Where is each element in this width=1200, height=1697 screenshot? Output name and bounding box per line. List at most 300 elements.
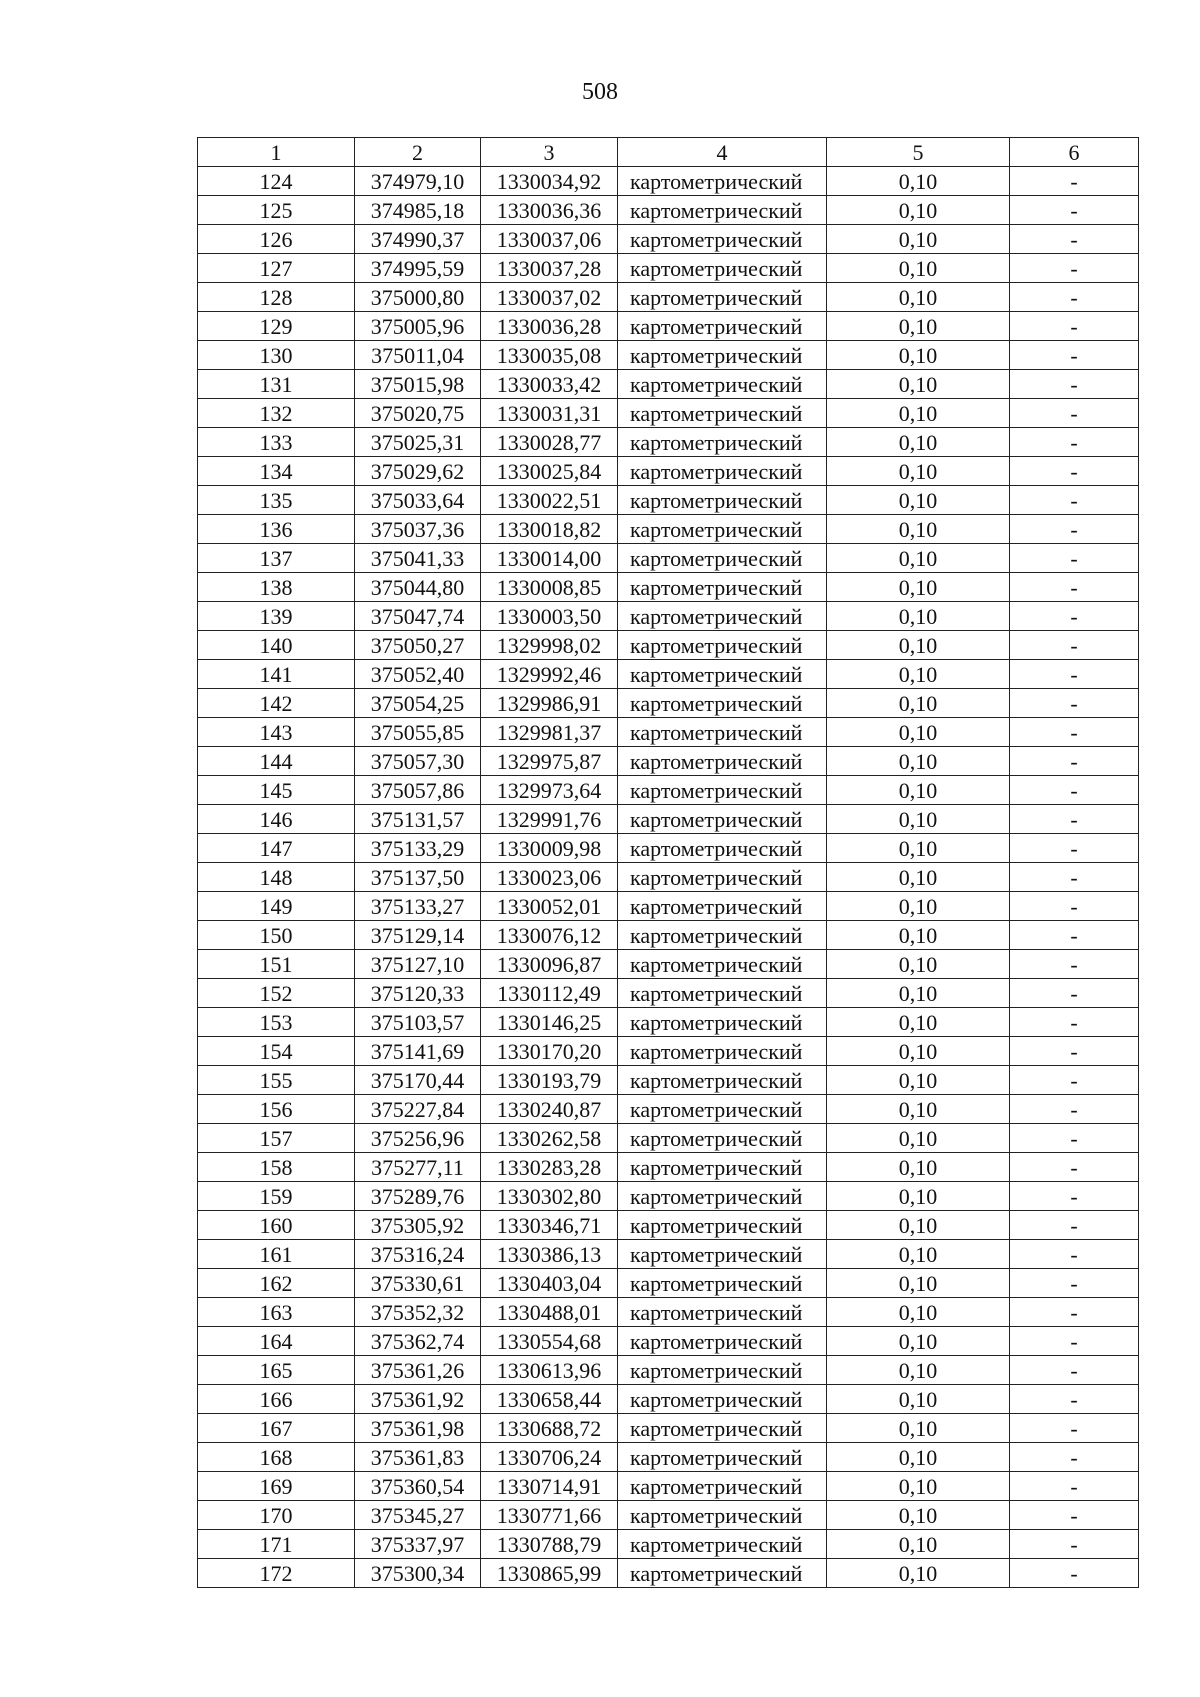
accuracy-cell: 0,10 xyxy=(827,689,1010,718)
table-row xyxy=(198,950,1139,979)
description-cell: - xyxy=(1010,515,1139,544)
y-coordinate-cell: 1330033,42 xyxy=(481,370,618,399)
accuracy-cell: 0,10 xyxy=(827,660,1010,689)
accuracy-cell: 0,10 xyxy=(827,1066,1010,1095)
table-row xyxy=(198,196,1139,225)
y-coordinate-cell: 1330613,96 xyxy=(481,1356,618,1385)
accuracy-cell: 0,10 xyxy=(827,1182,1010,1211)
point-number-cell: 148 xyxy=(198,863,355,892)
y-coordinate-cell: 1329981,37 xyxy=(481,718,618,747)
table-row xyxy=(198,1037,1139,1066)
method-cell: картометрический xyxy=(618,544,827,573)
x-coordinate-cell: 375050,27 xyxy=(355,631,481,660)
accuracy-cell: 0,10 xyxy=(827,312,1010,341)
y-coordinate-cell: 1329998,02 xyxy=(481,631,618,660)
y-coordinate-cell: 1330037,02 xyxy=(481,283,618,312)
accuracy-cell: 0,10 xyxy=(827,457,1010,486)
point-number-cell: 155 xyxy=(198,1066,355,1095)
table-row xyxy=(198,979,1139,1008)
method-cell: картометрический xyxy=(618,863,827,892)
accuracy-cell: 0,10 xyxy=(827,370,1010,399)
point-number-cell: 165 xyxy=(198,1356,355,1385)
accuracy-cell: 0,10 xyxy=(827,834,1010,863)
accuracy-cell: 0,10 xyxy=(827,196,1010,225)
description-cell: - xyxy=(1010,1124,1139,1153)
y-coordinate-cell: 1330788,79 xyxy=(481,1530,618,1559)
method-cell: картометрический xyxy=(618,1385,827,1414)
y-coordinate-cell: 1330771,66 xyxy=(481,1501,618,1530)
description-cell: - xyxy=(1010,399,1139,428)
method-cell: картометрический xyxy=(618,573,827,602)
description-cell: - xyxy=(1010,283,1139,312)
method-cell: картометрический xyxy=(618,1095,827,1124)
point-number-cell: 127 xyxy=(198,254,355,283)
description-cell: - xyxy=(1010,660,1139,689)
point-number-cell: 131 xyxy=(198,370,355,399)
method-cell: картометрический xyxy=(618,1356,827,1385)
table-row xyxy=(198,1124,1139,1153)
coordinates-table xyxy=(197,137,1139,1588)
y-coordinate-cell: 1330554,68 xyxy=(481,1327,618,1356)
x-coordinate-cell: 374990,37 xyxy=(355,225,481,254)
method-cell: картометрический xyxy=(618,1037,827,1066)
description-cell: - xyxy=(1010,689,1139,718)
description-cell: - xyxy=(1010,225,1139,254)
y-coordinate-cell: 1330036,36 xyxy=(481,196,618,225)
description-cell: - xyxy=(1010,863,1139,892)
accuracy-cell: 0,10 xyxy=(827,573,1010,602)
y-coordinate-cell: 1330018,82 xyxy=(481,515,618,544)
description-cell: - xyxy=(1010,776,1139,805)
accuracy-cell: 0,10 xyxy=(827,1327,1010,1356)
accuracy-cell: 0,10 xyxy=(827,979,1010,1008)
y-coordinate-cell: 1330037,28 xyxy=(481,254,618,283)
description-cell: - xyxy=(1010,805,1139,834)
table-row xyxy=(198,1443,1139,1472)
x-coordinate-cell: 375037,36 xyxy=(355,515,481,544)
accuracy-cell: 0,10 xyxy=(827,1298,1010,1327)
table-row xyxy=(198,1182,1139,1211)
method-cell: картометрический xyxy=(618,1240,827,1269)
point-number-cell: 152 xyxy=(198,979,355,1008)
method-cell: картометрический xyxy=(618,283,827,312)
method-cell: картометрический xyxy=(618,950,827,979)
description-cell: - xyxy=(1010,544,1139,573)
method-cell: картометрический xyxy=(618,921,827,950)
x-coordinate-cell: 375025,31 xyxy=(355,428,481,457)
x-coordinate-cell: 375005,96 xyxy=(355,312,481,341)
method-cell: картометрический xyxy=(618,1153,827,1182)
description-cell: - xyxy=(1010,312,1139,341)
table-row xyxy=(198,167,1139,196)
header-cell-6: 6 xyxy=(1010,138,1139,167)
description-cell: - xyxy=(1010,167,1139,196)
accuracy-cell: 0,10 xyxy=(827,863,1010,892)
table-row xyxy=(198,805,1139,834)
description-cell: - xyxy=(1010,631,1139,660)
header-cell-3: 3 xyxy=(481,138,618,167)
point-number-cell: 130 xyxy=(198,341,355,370)
point-number-cell: 156 xyxy=(198,1095,355,1124)
table-row xyxy=(198,1414,1139,1443)
y-coordinate-cell: 1330035,08 xyxy=(481,341,618,370)
y-coordinate-cell: 1330037,06 xyxy=(481,225,618,254)
point-number-cell: 159 xyxy=(198,1182,355,1211)
x-coordinate-cell: 375256,96 xyxy=(355,1124,481,1153)
x-coordinate-cell: 375227,84 xyxy=(355,1095,481,1124)
description-cell: - xyxy=(1010,834,1139,863)
description-cell: - xyxy=(1010,196,1139,225)
description-cell: - xyxy=(1010,341,1139,370)
x-coordinate-cell: 375041,33 xyxy=(355,544,481,573)
point-number-cell: 153 xyxy=(198,1008,355,1037)
y-coordinate-cell: 1330031,31 xyxy=(481,399,618,428)
point-number-cell: 125 xyxy=(198,196,355,225)
table-row xyxy=(198,689,1139,718)
x-coordinate-cell: 375305,92 xyxy=(355,1211,481,1240)
x-coordinate-cell: 375361,83 xyxy=(355,1443,481,1472)
point-number-cell: 140 xyxy=(198,631,355,660)
point-number-cell: 142 xyxy=(198,689,355,718)
y-coordinate-cell: 1330023,06 xyxy=(481,863,618,892)
method-cell: картометрический xyxy=(618,602,827,631)
table-row xyxy=(198,1211,1139,1240)
description-cell: - xyxy=(1010,1211,1139,1240)
x-coordinate-cell: 375277,11 xyxy=(355,1153,481,1182)
x-coordinate-cell: 375289,76 xyxy=(355,1182,481,1211)
y-coordinate-cell: 1330146,25 xyxy=(481,1008,618,1037)
x-coordinate-cell: 375345,27 xyxy=(355,1501,481,1530)
x-coordinate-cell: 375015,98 xyxy=(355,370,481,399)
accuracy-cell: 0,10 xyxy=(827,921,1010,950)
method-cell: картометрический xyxy=(618,341,827,370)
x-coordinate-cell: 375337,97 xyxy=(355,1530,481,1559)
accuracy-cell: 0,10 xyxy=(827,1443,1010,1472)
x-coordinate-cell: 375131,57 xyxy=(355,805,481,834)
table-row xyxy=(198,1298,1139,1327)
x-coordinate-cell: 375133,27 xyxy=(355,892,481,921)
header-cell-2: 2 xyxy=(355,138,481,167)
y-coordinate-cell: 1329975,87 xyxy=(481,747,618,776)
method-cell: картометрический xyxy=(618,1008,827,1037)
x-coordinate-cell: 375316,24 xyxy=(355,1240,481,1269)
accuracy-cell: 0,10 xyxy=(827,515,1010,544)
x-coordinate-cell: 374979,10 xyxy=(355,167,481,196)
accuracy-cell: 0,10 xyxy=(827,1095,1010,1124)
table-row xyxy=(198,1385,1139,1414)
method-cell: картометрический xyxy=(618,428,827,457)
y-coordinate-cell: 1330403,04 xyxy=(481,1269,618,1298)
description-cell: - xyxy=(1010,486,1139,515)
header-cell-5: 5 xyxy=(827,138,1010,167)
accuracy-cell: 0,10 xyxy=(827,631,1010,660)
accuracy-cell: 0,10 xyxy=(827,1472,1010,1501)
method-cell: картометрический xyxy=(618,979,827,1008)
y-coordinate-cell: 1330008,85 xyxy=(481,573,618,602)
description-cell: - xyxy=(1010,1559,1139,1588)
x-coordinate-cell: 375000,80 xyxy=(355,283,481,312)
y-coordinate-cell: 1330193,79 xyxy=(481,1066,618,1095)
y-coordinate-cell: 1330036,28 xyxy=(481,312,618,341)
point-number-cell: 154 xyxy=(198,1037,355,1066)
table-row xyxy=(198,1356,1139,1385)
table-row xyxy=(198,1008,1139,1037)
table-row xyxy=(198,428,1139,457)
description-cell: - xyxy=(1010,1472,1139,1501)
description-cell: - xyxy=(1010,370,1139,399)
point-number-cell: 161 xyxy=(198,1240,355,1269)
y-coordinate-cell: 1330488,01 xyxy=(481,1298,618,1327)
description-cell: - xyxy=(1010,1530,1139,1559)
x-coordinate-cell: 375047,74 xyxy=(355,602,481,631)
y-coordinate-cell: 1330386,13 xyxy=(481,1240,618,1269)
accuracy-cell: 0,10 xyxy=(827,602,1010,631)
point-number-cell: 164 xyxy=(198,1327,355,1356)
method-cell: картометрический xyxy=(618,747,827,776)
accuracy-cell: 0,10 xyxy=(827,1385,1010,1414)
point-number-cell: 162 xyxy=(198,1269,355,1298)
description-cell: - xyxy=(1010,1443,1139,1472)
x-coordinate-cell: 375029,62 xyxy=(355,457,481,486)
description-cell: - xyxy=(1010,1066,1139,1095)
x-coordinate-cell: 374985,18 xyxy=(355,196,481,225)
point-number-cell: 141 xyxy=(198,660,355,689)
table-row xyxy=(198,1327,1139,1356)
method-cell: картометрический xyxy=(618,1124,827,1153)
point-number-cell: 138 xyxy=(198,573,355,602)
y-coordinate-cell: 1330706,24 xyxy=(481,1443,618,1472)
accuracy-cell: 0,10 xyxy=(827,1124,1010,1153)
y-coordinate-cell: 1329973,64 xyxy=(481,776,618,805)
x-coordinate-cell: 375300,34 xyxy=(355,1559,481,1588)
accuracy-cell: 0,10 xyxy=(827,1269,1010,1298)
description-cell: - xyxy=(1010,979,1139,1008)
accuracy-cell: 0,10 xyxy=(827,1530,1010,1559)
description-cell: - xyxy=(1010,428,1139,457)
point-number-cell: 144 xyxy=(198,747,355,776)
x-coordinate-cell: 375033,64 xyxy=(355,486,481,515)
description-cell: - xyxy=(1010,1385,1139,1414)
table-row xyxy=(198,602,1139,631)
method-cell: картометрический xyxy=(618,1211,827,1240)
point-number-cell: 132 xyxy=(198,399,355,428)
point-number-cell: 168 xyxy=(198,1443,355,1472)
x-coordinate-cell: 375011,04 xyxy=(355,341,481,370)
x-coordinate-cell: 375057,86 xyxy=(355,776,481,805)
method-cell: картометрический xyxy=(618,1414,827,1443)
y-coordinate-cell: 1330052,01 xyxy=(481,892,618,921)
point-number-cell: 124 xyxy=(198,167,355,196)
table-row xyxy=(198,776,1139,805)
x-coordinate-cell: 375361,26 xyxy=(355,1356,481,1385)
header-cell-4: 4 xyxy=(618,138,827,167)
table-row xyxy=(198,370,1139,399)
method-cell: картометрический xyxy=(618,834,827,863)
method-cell: картометрический xyxy=(618,1530,827,1559)
table-row xyxy=(198,457,1139,486)
description-cell: - xyxy=(1010,1037,1139,1066)
accuracy-cell: 0,10 xyxy=(827,1037,1010,1066)
table-row xyxy=(198,631,1139,660)
table-row xyxy=(198,1066,1139,1095)
table-row xyxy=(198,1095,1139,1124)
x-coordinate-cell: 375054,25 xyxy=(355,689,481,718)
description-cell: - xyxy=(1010,1269,1139,1298)
method-cell: картометрический xyxy=(618,776,827,805)
y-coordinate-cell: 1330240,87 xyxy=(481,1095,618,1124)
x-coordinate-cell: 375127,10 xyxy=(355,950,481,979)
table-row xyxy=(198,312,1139,341)
table-row xyxy=(198,718,1139,747)
point-number-cell: 137 xyxy=(198,544,355,573)
accuracy-cell: 0,10 xyxy=(827,1008,1010,1037)
method-cell: картометрический xyxy=(618,167,827,196)
description-cell: - xyxy=(1010,1153,1139,1182)
description-cell: - xyxy=(1010,950,1139,979)
table-row xyxy=(198,1240,1139,1269)
point-number-cell: 128 xyxy=(198,283,355,312)
table-row xyxy=(198,283,1139,312)
accuracy-cell: 0,10 xyxy=(827,776,1010,805)
method-cell: картометрический xyxy=(618,370,827,399)
method-cell: картометрический xyxy=(618,1327,827,1356)
accuracy-cell: 0,10 xyxy=(827,950,1010,979)
description-cell: - xyxy=(1010,1501,1139,1530)
x-coordinate-cell: 375052,40 xyxy=(355,660,481,689)
point-number-cell: 160 xyxy=(198,1211,355,1240)
description-cell: - xyxy=(1010,1298,1139,1327)
x-coordinate-cell: 375057,30 xyxy=(355,747,481,776)
accuracy-cell: 0,10 xyxy=(827,486,1010,515)
table-row xyxy=(198,341,1139,370)
x-coordinate-cell: 375120,33 xyxy=(355,979,481,1008)
x-coordinate-cell: 375361,92 xyxy=(355,1385,481,1414)
table-row xyxy=(198,863,1139,892)
description-cell: - xyxy=(1010,1327,1139,1356)
table-row xyxy=(198,1269,1139,1298)
point-number-cell: 157 xyxy=(198,1124,355,1153)
point-number-cell: 136 xyxy=(198,515,355,544)
point-number-cell: 167 xyxy=(198,1414,355,1443)
point-number-cell: 133 xyxy=(198,428,355,457)
point-number-cell: 139 xyxy=(198,602,355,631)
point-number-cell: 163 xyxy=(198,1298,355,1327)
accuracy-cell: 0,10 xyxy=(827,283,1010,312)
y-coordinate-cell: 1330025,84 xyxy=(481,457,618,486)
point-number-cell: 150 xyxy=(198,921,355,950)
table-row xyxy=(198,573,1139,602)
point-number-cell: 126 xyxy=(198,225,355,254)
point-number-cell: 146 xyxy=(198,805,355,834)
point-number-cell: 170 xyxy=(198,1501,355,1530)
method-cell: картометрический xyxy=(618,631,827,660)
y-coordinate-cell: 1330262,58 xyxy=(481,1124,618,1153)
table-row xyxy=(198,921,1139,950)
accuracy-cell: 0,10 xyxy=(827,747,1010,776)
point-number-cell: 149 xyxy=(198,892,355,921)
accuracy-cell: 0,10 xyxy=(827,1240,1010,1269)
x-coordinate-cell: 375129,14 xyxy=(355,921,481,950)
table-row xyxy=(198,747,1139,776)
accuracy-cell: 0,10 xyxy=(827,805,1010,834)
accuracy-cell: 0,10 xyxy=(827,399,1010,428)
x-coordinate-cell: 375055,85 xyxy=(355,718,481,747)
table-row xyxy=(198,254,1139,283)
y-coordinate-cell: 1330346,71 xyxy=(481,1211,618,1240)
table-row xyxy=(198,515,1139,544)
method-cell: картометрический xyxy=(618,254,827,283)
method-cell: картометрический xyxy=(618,1472,827,1501)
point-number-cell: 171 xyxy=(198,1530,355,1559)
table-row xyxy=(198,660,1139,689)
accuracy-cell: 0,10 xyxy=(827,1414,1010,1443)
description-cell: - xyxy=(1010,602,1139,631)
x-coordinate-cell: 375141,69 xyxy=(355,1037,481,1066)
y-coordinate-cell: 1330096,87 xyxy=(481,950,618,979)
accuracy-cell: 0,10 xyxy=(827,167,1010,196)
accuracy-cell: 0,10 xyxy=(827,1501,1010,1530)
accuracy-cell: 0,10 xyxy=(827,341,1010,370)
y-coordinate-cell: 1330022,51 xyxy=(481,486,618,515)
x-coordinate-cell: 375360,54 xyxy=(355,1472,481,1501)
y-coordinate-cell: 1330170,20 xyxy=(481,1037,618,1066)
accuracy-cell: 0,10 xyxy=(827,544,1010,573)
method-cell: картометрический xyxy=(618,486,827,515)
point-number-cell: 145 xyxy=(198,776,355,805)
x-coordinate-cell: 375362,74 xyxy=(355,1327,481,1356)
y-coordinate-cell: 1330003,50 xyxy=(481,602,618,631)
point-number-cell: 147 xyxy=(198,834,355,863)
table-body xyxy=(198,138,1139,1588)
accuracy-cell: 0,10 xyxy=(827,718,1010,747)
method-cell: картометрический xyxy=(618,718,827,747)
point-number-cell: 129 xyxy=(198,312,355,341)
method-cell: картометрический xyxy=(618,892,827,921)
method-cell: картометрический xyxy=(618,660,827,689)
description-cell: - xyxy=(1010,1414,1139,1443)
accuracy-cell: 0,10 xyxy=(827,892,1010,921)
description-cell: - xyxy=(1010,1095,1139,1124)
method-cell: картометрический xyxy=(618,689,827,718)
y-coordinate-cell: 1330112,49 xyxy=(481,979,618,1008)
description-cell: - xyxy=(1010,254,1139,283)
table-row xyxy=(198,1153,1139,1182)
method-cell: картометрический xyxy=(618,1298,827,1327)
description-cell: - xyxy=(1010,1008,1139,1037)
accuracy-cell: 0,10 xyxy=(827,254,1010,283)
table-row xyxy=(198,544,1139,573)
point-number-cell: 143 xyxy=(198,718,355,747)
method-cell: картометрический xyxy=(618,1066,827,1095)
x-coordinate-cell: 374995,59 xyxy=(355,254,481,283)
y-coordinate-cell: 1330034,92 xyxy=(481,167,618,196)
table-row xyxy=(198,1530,1139,1559)
x-coordinate-cell: 375330,61 xyxy=(355,1269,481,1298)
method-cell: картометрический xyxy=(618,399,827,428)
description-cell: - xyxy=(1010,747,1139,776)
y-coordinate-cell: 1330658,44 xyxy=(481,1385,618,1414)
x-coordinate-cell: 375103,57 xyxy=(355,1008,481,1037)
point-number-cell: 166 xyxy=(198,1385,355,1414)
y-coordinate-cell: 1329986,91 xyxy=(481,689,618,718)
method-cell: картометрический xyxy=(618,1182,827,1211)
accuracy-cell: 0,10 xyxy=(827,428,1010,457)
y-coordinate-cell: 1330009,98 xyxy=(481,834,618,863)
table-row xyxy=(198,1559,1139,1588)
y-coordinate-cell: 1330688,72 xyxy=(481,1414,618,1443)
x-coordinate-cell: 375361,98 xyxy=(355,1414,481,1443)
y-coordinate-cell: 1330714,91 xyxy=(481,1472,618,1501)
